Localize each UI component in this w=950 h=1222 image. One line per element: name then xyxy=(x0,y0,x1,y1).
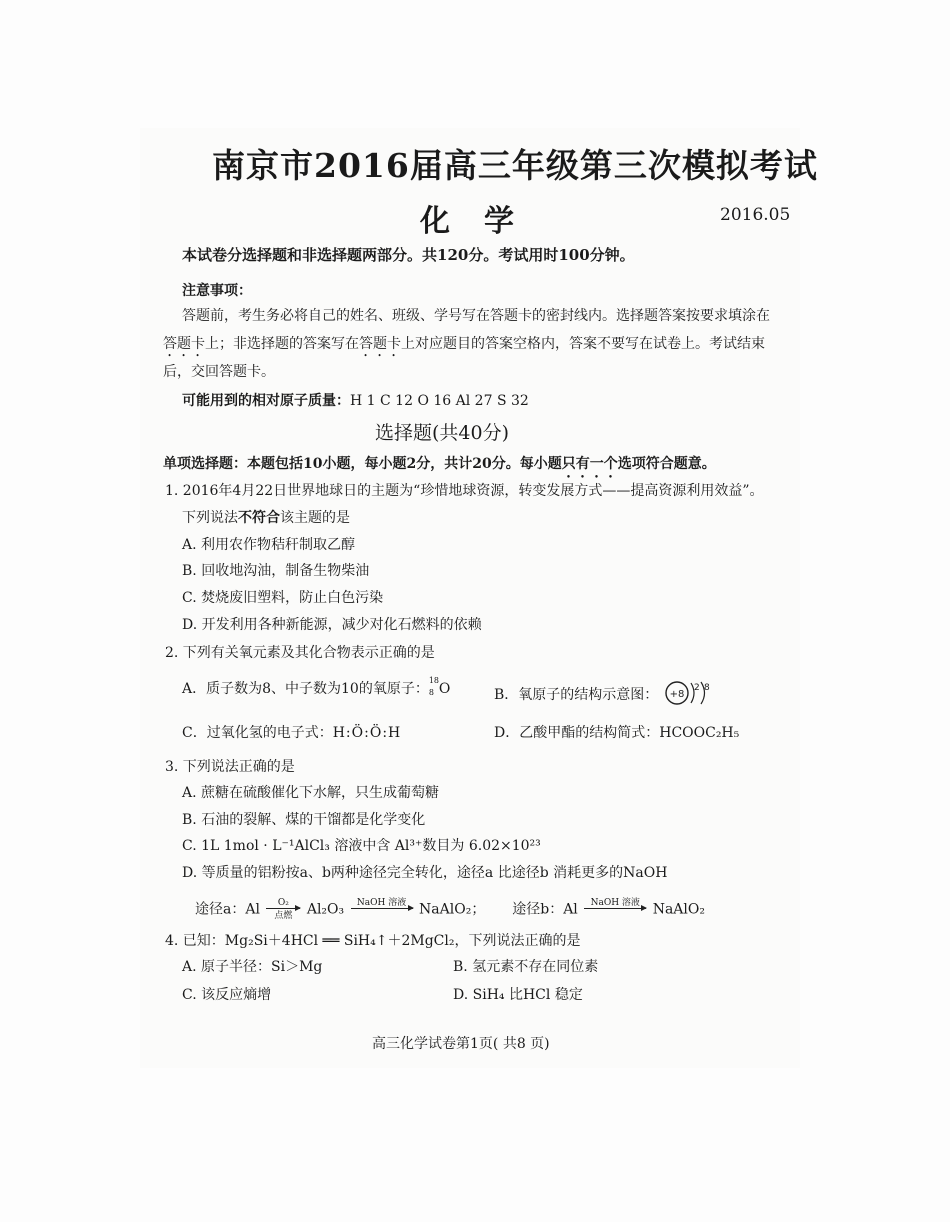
route-b-label: 途径b：Al xyxy=(512,901,578,918)
question-3-option-a: A. 蔗糖在硫酸催化下水解，只生成葡萄糖 xyxy=(182,785,440,801)
question-4-option-b: B. 氢元素不存在同位素 xyxy=(453,959,599,975)
reaction-routes: 途径a：Al O₂ 点燃 Al₂O₃ NaOH 溶液 NaAlO₂； 途径b：Al NaOH 溶液 NaAlO₂ xyxy=(195,898,705,921)
oxygen-isotope-notation: 18 8 O xyxy=(428,676,451,697)
question-4-option-c: C. 该反应熵增 xyxy=(182,987,272,1003)
question-2-option-d: D．乙酸甲酯的结构简式：HCOOC₂H₅ xyxy=(494,725,740,741)
question-3-stem: 3. 下列说法正确的是 xyxy=(165,759,295,775)
notes-line-1: 答题前，考生务必将自己的姓名、班级、学号写在答题卡的密封线内。选择题答案按要求填涂在 xyxy=(182,308,770,324)
methyl-acetate-formula: HCOOC₂H₅ xyxy=(659,725,740,741)
atomic-structure-diagram xyxy=(663,678,723,712)
answer-card-emphasis: 答题卡 xyxy=(163,336,205,352)
notes-line-3: 后，交回答题卡。 xyxy=(163,364,275,380)
reaction-arrow: NaOH 溶液 xyxy=(584,898,646,921)
hydrogen-peroxide-electron-formula: H:Ö:Ö:H xyxy=(332,725,402,741)
question-1-option-b: B. 回收地沟油，制备生物柴油 xyxy=(182,563,370,579)
reaction-arrow: NaOH 溶液 xyxy=(351,898,413,921)
question-1-stem: 1. 2016年4月22日世界地球日的主题为“珍惜地球资源，转变发展方式——提高资源利用效益”。 xyxy=(165,483,764,499)
page-footer: 高三化学试卷第1页( 共8 页) xyxy=(372,1036,550,1052)
question-1-option-a: A. 利用农作物秸秆制取乙醇 xyxy=(182,537,356,553)
question-1-prompt: 下列说法不符合该主题的是 xyxy=(182,510,350,526)
question-2-option-a: A．质子数为8、中子数为10的氧原子： 18 8 O xyxy=(182,676,451,697)
route-a-label: 途径a：Al xyxy=(195,901,260,918)
question-2-option-c: C．过氧化氢的电子式：H:Ö:Ö:H xyxy=(182,725,402,741)
atomic-mass-values: H 1 C 12 O 16 Al 27 S 32 xyxy=(350,393,529,409)
electron-shell-2: 8 xyxy=(703,683,710,693)
notes-line-2: 答题卡上；非选择题的答案写在答题卡上对应题目的答案空格内，答案不要写在试卷上。考试结束 xyxy=(163,336,765,352)
section-title: 选择题(共40分) xyxy=(375,422,510,444)
only-one-emphasis: 只有一个 xyxy=(561,456,618,472)
question-3-option-c: C. 1L 1mol · L⁻¹AlCl₃ 溶液中含 Al³⁺数目为 6.02×10²³ xyxy=(182,838,541,854)
question-2-option-b: B．氧原子的结构示意图： +8 2 8 xyxy=(494,678,723,712)
answer-card-emphasis: 答题卡 xyxy=(359,336,401,352)
exam-date: 2016.05 xyxy=(720,205,791,225)
question-2-stem: 2. 下列有关氧元素及其化合物表示正确的是 xyxy=(165,645,435,661)
question-3-option-d: D. 等质量的铝粉按a、b两种途径完全转化，途径a 比途径b 消耗更多的NaOH xyxy=(182,865,668,881)
question-4-option-d: D. SiH₄ 比HCl 稳定 xyxy=(453,987,583,1003)
question-1-option-c: C. 焚烧废旧塑料，防止白色污染 xyxy=(182,590,384,606)
electron-shell-1: 2 xyxy=(693,683,700,693)
nucleus-charge: +8 xyxy=(669,689,685,700)
question-4-option-a: A. 原子半径：Si＞Mg xyxy=(182,959,323,975)
exam-title: 南京市2016届高三年级第三次模拟考试 xyxy=(212,146,818,185)
notes-heading: 注意事项： xyxy=(182,283,252,299)
subject-title: 化学 xyxy=(420,204,548,239)
exam-intro: 本试卷分选择题和非选择题两部分。共120分。考试用时100分钟。 xyxy=(182,246,635,264)
question-3-option-b: B. 石油的裂解、煤的干馏都是化学变化 xyxy=(182,812,426,828)
question-4-stem: 4. 已知：Mg₂Si＋4HCl ══ SiH₄↑＋2MgCl₂，下列说法正确的是 xyxy=(165,933,581,949)
question-1-option-d: D. 开发利用各种新能源，减少对化石燃料的依赖 xyxy=(182,617,482,633)
atomic-mass-line: 可能用到的相对原子质量：H 1 C 12 O 16 Al 27 S 32 xyxy=(182,393,529,409)
reaction-arrow: O₂ 点燃 xyxy=(266,898,300,921)
single-choice-instructions: 单项选择题：本题包括10小题，每小题2分，共计20分。每小题只有一个选项符合题意。 xyxy=(163,456,716,472)
